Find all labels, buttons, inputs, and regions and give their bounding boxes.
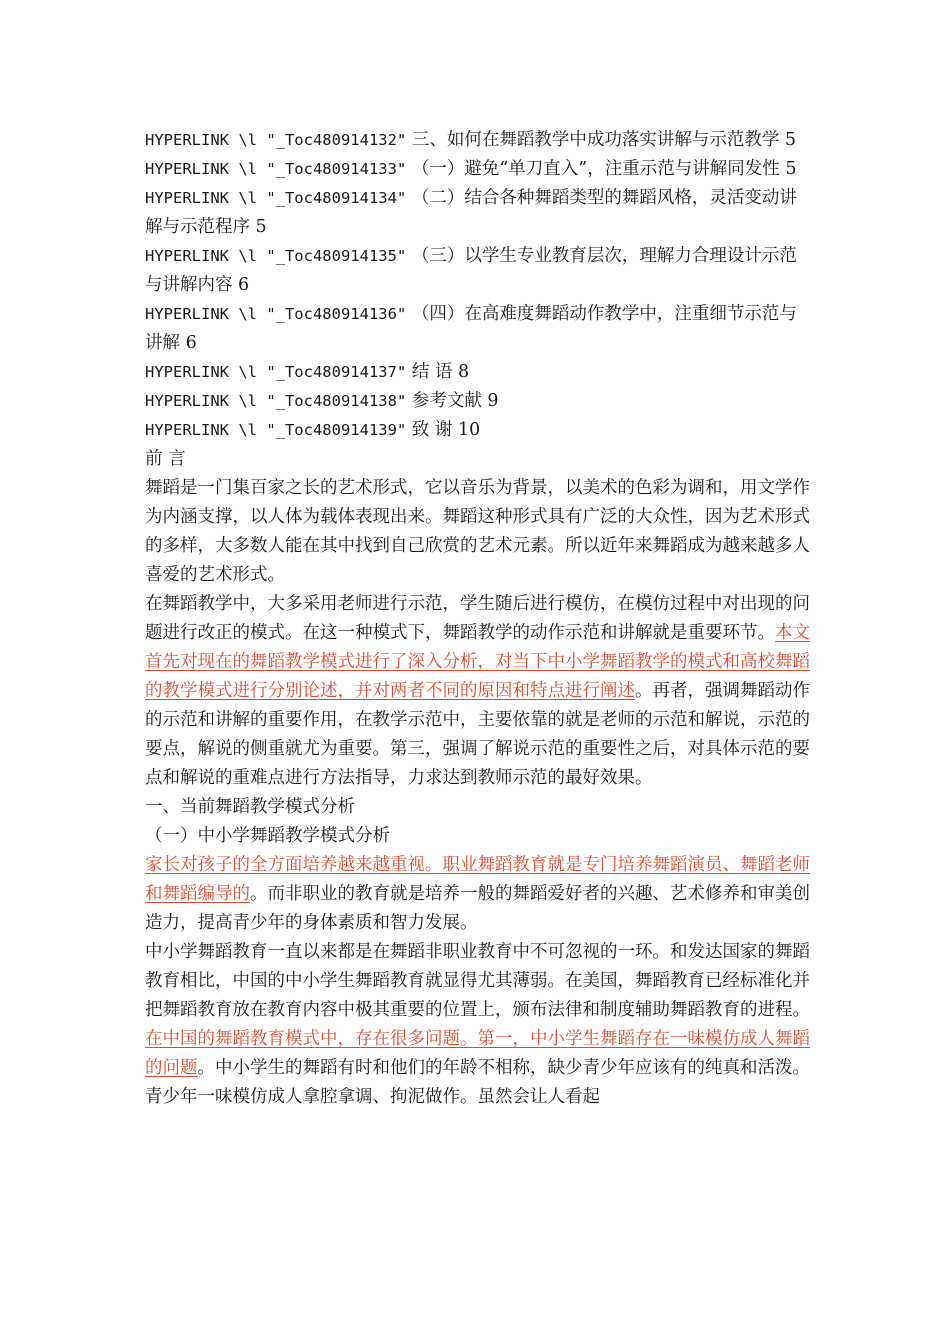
highlighted-text: 本文首先对现在的舞蹈教学模式进行了深入分析，对当下中小学舞蹈教学的模式和高校舞蹈的教学模式进行分别论述，并对两者不同的原因和特点进行阐述 xyxy=(145,623,810,701)
preface-paragraph-2-text: 在舞蹈教学中，大多采用老师进行示范，学生随后进行模仿，在模仿过程中对出现的问题进行改正的模式。在这一种模式下，舞蹈教学的动作示范和讲解就是重要环节。 xyxy=(145,594,810,643)
toc-field-code: HYPERLINK \l "_Toc480914136" xyxy=(145,305,407,323)
section-1-paragraph-1 xyxy=(145,851,810,938)
section-1-paragraph-1-continued: 。而非职业的教育就是培养一般的舞蹈爱好者的兴趣、艺术修养和审美创造力，提高青少年的身体素质和智力发展。 xyxy=(145,884,810,933)
toc-field-code: HYPERLINK \l "_Toc480914132" xyxy=(145,131,407,149)
toc-entry[interactable] xyxy=(145,387,810,416)
table-of-contents xyxy=(145,126,810,445)
toc-entry-text: 结 语 8 xyxy=(406,362,470,382)
section-1-paragraph-3 xyxy=(145,1025,810,1112)
preface-heading: 前 言 xyxy=(145,449,186,469)
toc-entry-text: （三）以学生专业教育层次，理解力合理设计示范与讲解内容 6 xyxy=(145,246,797,295)
preface-paragraph-2-continued: 。再者，强调舞蹈动作的示范和讲解的重要作用，在教学示范中，主要依靠的就是老师的示范和解说，示范的要点，解说的侧重就尤为重要。第三，强调了解说示范的重要性之后，对具体示范的要点和解说的重难点进行方法指导，力求达到教师示范的最好效果。 xyxy=(145,681,810,788)
section-1-heading: 一、当前舞蹈教学模式分析 xyxy=(145,797,355,817)
toc-entry-text: （一）避免“单刀直入”，注重示范与讲解同发性 5 xyxy=(406,159,797,179)
toc-field-code: HYPERLINK \l "_Toc480914133" xyxy=(145,160,407,178)
toc-entry[interactable] xyxy=(145,242,810,300)
toc-field-code: HYPERLINK \l "_Toc480914135" xyxy=(145,247,407,265)
toc-entry-text: 三、如何在舞蹈教学中成功落实讲解与示范教学 5 xyxy=(406,130,797,150)
toc-field-code: HYPERLINK \l "_Toc480914137" xyxy=(145,363,407,381)
toc-entry[interactable] xyxy=(145,126,810,155)
toc-entry-text: 致 谢 10 xyxy=(406,420,481,440)
toc-field-code: HYPERLINK \l "_Toc480914139" xyxy=(145,421,407,439)
document-page xyxy=(145,126,810,1112)
preface-paragraph-2 xyxy=(145,590,810,793)
toc-entry[interactable] xyxy=(145,184,810,242)
toc-entry-text: （二）结合各种舞蹈类型的舞蹈风格，灵活变动讲解与示范程序 5 xyxy=(145,188,797,237)
section-1-paragraph-2: 中小学舞蹈教育一直以来都是在舞蹈非职业教育中不可忽视的一环。和发达国家的舞蹈教育相比，中国的中小学生舞蹈教育就显得尤其薄弱。在美国，舞蹈教育已经标准化并把舞蹈教育放在教育内容中极其重要的位置上，颁布法律和制度辅助舞蹈教育的进程。 xyxy=(145,942,810,1020)
preface-paragraph-1: 舞蹈是一门集百家之长的艺术形式，它以音乐为背景，以美术的色彩为调和，用文学作为内涵支撑，以人体为载体表现出来。舞蹈这种形式具有广泛的大众性，因为艺术形式的多样，大多数人能在其中找到自己欣赏的艺术元素。所以近年来舞蹈成为越来越多人喜爱的艺术形式。 xyxy=(145,478,810,585)
toc-entry[interactable] xyxy=(145,300,810,358)
highlighted-text: 在中国的舞蹈教育模式中，存在很多问题。第一，中小学生舞蹈存在一味模仿成人舞蹈的问题 xyxy=(145,1029,810,1078)
toc-entry-text: （四）在高难度舞蹈动作教学中，注重细节示范与讲解 6 xyxy=(145,304,797,353)
highlighted-text: 家长对孩子的全方面培养越来越重视。职业舞蹈教育就是专门培养舞蹈演员、舞蹈老师和舞蹈编导的 xyxy=(145,855,810,904)
toc-entry[interactable] xyxy=(145,358,810,387)
toc-entry-text: 参考文献 9 xyxy=(406,391,499,411)
section-1-paragraph-3-continued: 。中小学生的舞蹈有时和他们的年龄不相称，缺少青少年应该有的纯真和活泼。青少年一味模仿成人拿腔拿调、拘泥做作。虽然会让人看起 xyxy=(145,1058,810,1107)
toc-entry[interactable] xyxy=(145,155,810,184)
section-1-subheading: （一）中小学舞蹈教学模式分析 xyxy=(145,826,390,846)
toc-entry[interactable] xyxy=(145,416,810,445)
toc-field-code: HYPERLINK \l "_Toc480914134" xyxy=(145,189,407,207)
toc-field-code: HYPERLINK \l "_Toc480914138" xyxy=(145,392,407,410)
